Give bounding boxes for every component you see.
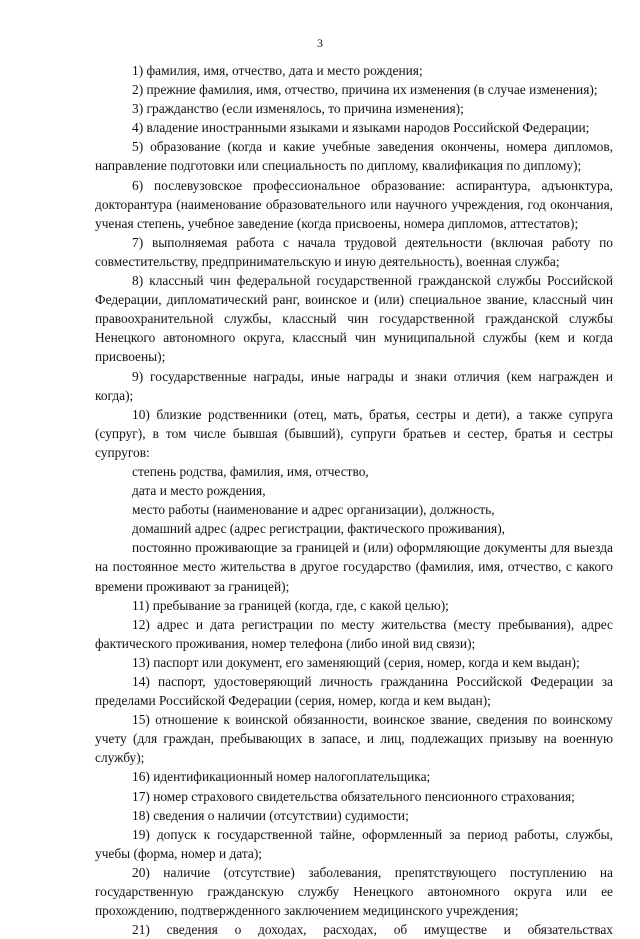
list-item-15: 15) отношение к воинской обязанности, воинское звание, сведения по воинскому учету (для граждан, пребывающих в запасе, и лиц, подлежащих призыву на военную службу);	[95, 712, 613, 766]
list-item-5: 5) образование (когда и какие учебные заведения окончены, номера дипломов, направление подготовки или специальность по диплому, квалификация по диплому);	[95, 139, 613, 174]
document-body	[95, 61, 613, 939]
list-subitem-address: домашний адрес (адрес регистрации, фактического проживания),	[132, 521, 505, 537]
list-item-1: 1) фамилия, имя, отчество, дата и место рождения;	[132, 63, 423, 78]
list-item-4: 4) владение иностранными языками и языками народов Российской Федерации;	[132, 120, 590, 136]
list-item-13: 13) паспорт или документ, его заменяющий (серия, номер, когда и кем выдан);	[132, 654, 580, 670]
list-subitem-birth: дата и место рождения,	[132, 483, 266, 499]
list-item-3: 3) гражданство (если изменялось, то причина изменения);	[132, 101, 464, 117]
list-item-10: 10) близкие родственники (отец, мать, братья, сестры и дети), а также супруга (супруг), в том числе бывшая (бывший), супруги братьев и сестер, братья и сестры супругов:	[95, 406, 613, 460]
list-item-7: 7) выполняемая работа с начала трудовой деятельности (включая работу по совместительству, предпринимательскую и иную деятельность), военная служба;	[95, 234, 613, 269]
list-item-abroad-residents: постоянно проживающие за границей и (или) оформляющие документы для выезда на постоянное место жительства в другое государство (фамилия, имя, отчество, с какого времени проживают за границей);	[95, 540, 613, 594]
list-item-6: 6) послевузовское профессиональное образование: аспирантура, адъюнктура, докторантура (наименование образовательного или научного учреждения, год окончания, ученая степень, учебное заведение (когда присвоены, номера дипломов, аттестатов);	[95, 177, 613, 231]
list-item-9: 9) государственные награды, иные награды и знаки отличия (кем награжден и когда);	[95, 368, 613, 403]
list-item-18: 18) сведения о наличии (отсутствии) судимости;	[132, 807, 409, 823]
list-item-2: 2) прежние фамилия, имя, отчество, причина их изменения (в случае изменения);	[132, 82, 598, 98]
list-item-21: 21) сведения о доходах, расходах, об имуществе и обязательствах	[132, 922, 613, 938]
list-item-20: 20) наличие (отсутствие) заболевания, препятствующего поступлению на государственную гражданскую службу Ненецкого автономного округа или ее прохождению, подтвержденного заключением медицинского учреждения;	[95, 864, 613, 919]
list-item-11: 11) пребывание за границей (когда, где, с какой целью);	[132, 597, 449, 613]
list-item-12: 12) адрес и дата регистрации по месту жительства (месту пребывания), адрес фактического проживания, номер телефона (либо иной вид связи);	[95, 616, 613, 651]
list-item-14: 14) паспорт, удостоверяющий личность гражданина Российской Федерации за пределами Российской Федерации (серия, номер, когда и кем выдан);	[95, 674, 613, 709]
list-item-16: 16) идентификационный номер налогоплательщика;	[132, 769, 431, 785]
list-item-17: 17) номер страхового свидетельства обязательного пенсионного страхования;	[132, 788, 575, 804]
page-number: 3	[317, 36, 323, 50]
list-item-19: 19) допуск к государственной тайне, оформленный за период работы, службы, учебы (форма, номер и дата);	[95, 826, 613, 861]
list-subitem-relation: степень родства, фамилия, имя, отчество,	[132, 463, 369, 479]
list-subitem-work: место работы (наименование и адрес организации), должность,	[132, 502, 495, 518]
list-item-8: 8) классный чин федеральной государственной гражданской службы Российской Федерации, дипломатический ранг, воинское и (или) специальное звание, классный чин правоохранительной службы, классный чин государственной гражданской службы Ненецкого автономного округа, классный чин муниципальной службы (кем и когда присвоены);	[95, 273, 613, 365]
